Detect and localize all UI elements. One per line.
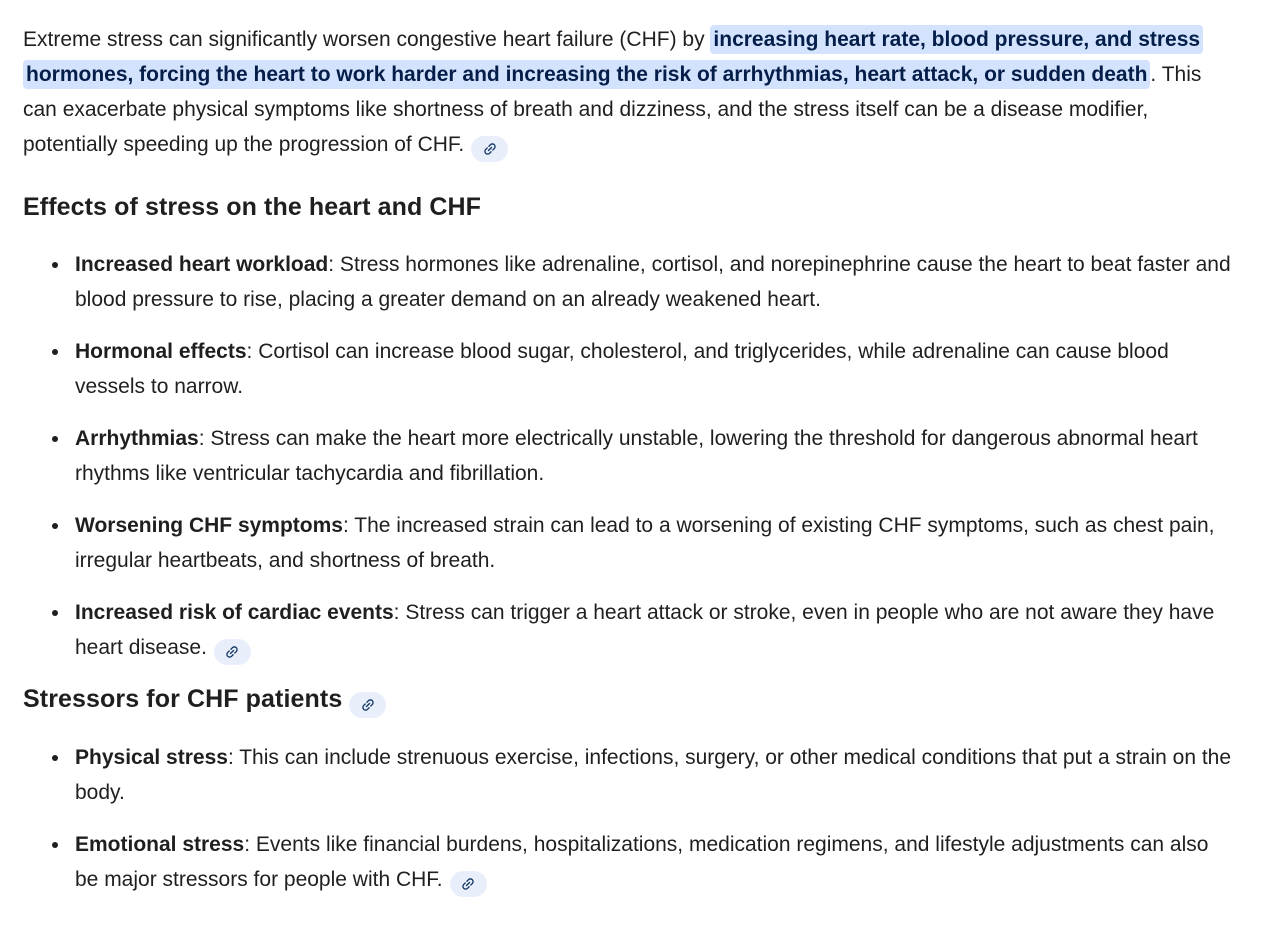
bullet-text: : Stress can make the heart more electrically unstable, lowering the threshold for dangerous abnormal heart rhythms like ventricular tachycardia and fibrillation. — [75, 427, 1198, 485]
list-item — [52, 827, 1236, 897]
citation-link-button[interactable] — [471, 136, 508, 162]
section-heading-effects — [23, 190, 1236, 225]
list-item — [52, 334, 1236, 404]
bullet-term: Increased risk of cardiac events — [75, 601, 394, 624]
section-heading-text: Effects of stress on the heart and CHF — [23, 193, 482, 221]
citation-link-button[interactable] — [349, 692, 386, 718]
section-heading-stressors — [23, 682, 1236, 718]
citation-link-button[interactable] — [450, 871, 487, 897]
intro-text-after-highlight: . This can exacerbate physical symptoms like shortness of breath and dizziness, and the stress itself can be a disease modifier, potentially speeding up the progression of CHF. — [23, 63, 1202, 156]
bullet-text: : The increased strain can lead to a worsening of existing CHF symptoms, such as chest pain, irregular heartbeats, and shortness of breath. — [75, 514, 1215, 572]
bullet-term: Physical stress — [75, 746, 228, 769]
bullet-text: : Stress can trigger a heart attack or stroke, even in people who are not aware they have heart disease. — [75, 601, 1215, 659]
list-item — [52, 247, 1236, 317]
bullet-text: : Stress hormones like adrenaline, cortisol, and norepinephrine cause the heart to beat faster and blood pressure to rise, placing a greater demand on an already weakened heart. — [75, 253, 1231, 311]
highlighted-answer-text: increasing heart rate, blood pressure, and stress hormones, forcing the heart to work harder and increasing the risk of arrhythmias, heart attack, or sudden death — [23, 25, 1203, 89]
list-item — [52, 740, 1236, 810]
link-icon — [460, 876, 476, 892]
bullet-term: Increased heart workload — [75, 253, 329, 276]
list-item — [52, 595, 1236, 665]
bullet-term: Hormonal effects — [75, 340, 247, 363]
bullet-text: : This can include strenuous exercise, infections, surgery, or other medical conditions that put a strain on the body. — [75, 746, 1232, 804]
list-item — [52, 508, 1236, 578]
section-heading-text: Stressors for CHF patients — [23, 685, 343, 713]
bullet-term: Arrhythmias — [75, 427, 199, 450]
effects-bullet-list — [23, 247, 1236, 665]
bullet-term: Worsening CHF symptoms — [75, 514, 343, 537]
citation-link-button[interactable] — [214, 639, 251, 665]
answer-body — [23, 22, 1236, 914]
link-icon — [224, 644, 240, 660]
bullet-term: Emotional stress — [75, 833, 245, 856]
intro-paragraph — [23, 22, 1236, 162]
link-icon — [482, 141, 498, 157]
link-icon — [360, 697, 376, 713]
bullet-text: : Cortisol can increase blood sugar, cholesterol, and triglycerides, while adrenaline can cause blood vessels to narrow. — [75, 340, 1169, 398]
bullet-text: : Events like financial burdens, hospitalizations, medication regimens, and lifestyle adjustments can also be major stressors for people with CHF. — [75, 833, 1209, 891]
intro-text-before-highlight: Extreme stress can significantly worsen congestive heart failure (CHF) by — [23, 28, 711, 51]
stressors-bullet-list — [23, 740, 1236, 897]
list-item — [52, 421, 1236, 491]
